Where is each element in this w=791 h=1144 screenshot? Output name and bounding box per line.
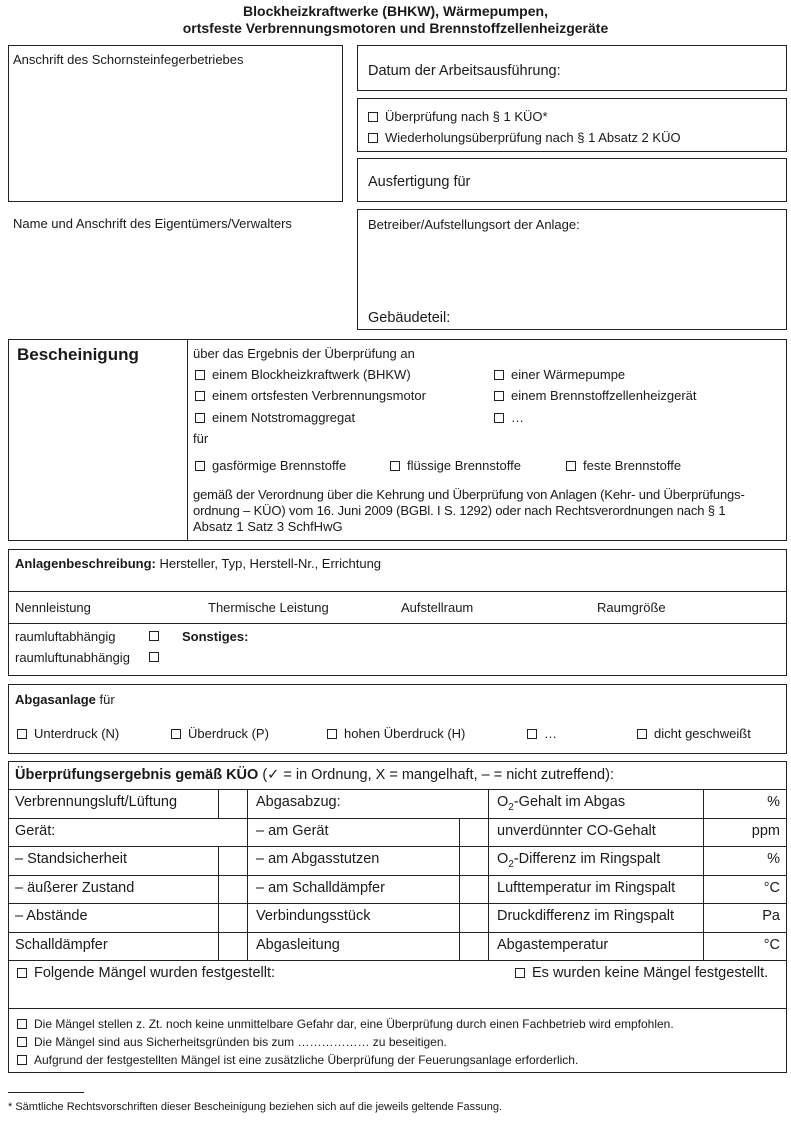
exhaust-overpressure[interactable] bbox=[171, 726, 269, 742]
results-heading: Überprüfungsergebnis gemäß KÜO bbox=[15, 767, 259, 783]
option-fuel-cell[interactable] bbox=[494, 388, 697, 404]
option-heat-pump-checkbox[interactable] bbox=[494, 370, 504, 380]
option-heat-pump[interactable] bbox=[494, 367, 625, 383]
result-unit: % bbox=[767, 851, 780, 867]
conclusion-label: Die Mängel sind aus Sicherheitsgründen bis zum ……………… zu beseitigen. bbox=[34, 1035, 447, 1049]
results-grid-line bbox=[9, 846, 786, 847]
certificate-intro: über das Ergebnis der Überprüfung an bbox=[193, 346, 415, 361]
results-grid-line bbox=[218, 846, 219, 960]
fuel-gas[interactable] bbox=[195, 458, 346, 474]
result-measurement-label: Druckdifferenz im Ringspalt bbox=[497, 908, 675, 924]
exhaust-other-label: … bbox=[544, 726, 557, 741]
building-part-label: Gebäudeteil: bbox=[368, 310, 451, 326]
results-grid-line bbox=[703, 789, 704, 960]
check-first-label: Überprüfung nach § 1 KÜO* bbox=[385, 109, 548, 124]
sweep-address-label: Anschrift des Schornsteinfegerbetriebes bbox=[13, 52, 244, 67]
results-grid-line bbox=[9, 818, 786, 819]
option-engine-checkbox[interactable] bbox=[195, 391, 205, 401]
footnote-rule bbox=[8, 1092, 84, 1093]
room-air-dependent-checkbox[interactable] bbox=[149, 631, 159, 641]
thermal-power-label: Thermische Leistung bbox=[208, 600, 329, 615]
exhaust-high-overpressure-checkbox[interactable] bbox=[327, 729, 337, 739]
option-generator-checkbox[interactable] bbox=[195, 413, 205, 423]
no-defects-label: Es wurden keine Mängel festgestellt. bbox=[532, 965, 769, 981]
check-repeat-label: Wiederholungsüberprüfung nach § 1 Absatz 2 KÜO bbox=[385, 130, 681, 145]
exhaust-high-overpressure[interactable] bbox=[327, 726, 465, 742]
for-label: für bbox=[193, 431, 209, 446]
exhaust-welded[interactable] bbox=[637, 726, 751, 742]
form-title-line1: Blockheizkraftwerke (BHKW), Wärmepumpen, bbox=[243, 3, 548, 19]
legal-text-line3: Absatz 1 Satz 3 SchfHwG bbox=[193, 519, 343, 534]
result-label: – am Abgasstutzen bbox=[256, 851, 380, 867]
result-label: – Standsicherheit bbox=[15, 851, 128, 867]
option-fuel-cell-checkbox[interactable] bbox=[494, 391, 504, 401]
conclusion-checkbox[interactable] bbox=[17, 1019, 27, 1029]
result-measurement-label: Lufttemperatur im Ringspalt bbox=[497, 880, 676, 896]
room-size-label: Raumgröße bbox=[597, 600, 666, 615]
result-unit: Pa bbox=[762, 908, 780, 924]
system-description-box bbox=[8, 549, 787, 676]
copy-for-label: Ausfertigung für bbox=[368, 174, 471, 190]
footnote: * Sämtliche Rechtsvorschriften dieser Bescheinigung beziehen sich auf die jeweils geltende Fassung. bbox=[8, 1101, 503, 1113]
results-grid-line bbox=[459, 818, 460, 960]
exhaust-other-checkbox[interactable] bbox=[527, 729, 537, 739]
exhaust-system-box bbox=[8, 684, 787, 754]
other-label: Sonstiges: bbox=[182, 629, 249, 644]
results-grid-line bbox=[488, 789, 489, 960]
option-other-label: … bbox=[511, 410, 524, 425]
fuel-liquid-checkbox[interactable] bbox=[390, 461, 400, 471]
result-label: Gerät: bbox=[15, 823, 56, 839]
fuel-solid-label: feste Brennstoffe bbox=[583, 458, 682, 473]
fuel-solid[interactable] bbox=[566, 458, 681, 474]
option-bhkw-checkbox[interactable] bbox=[195, 370, 205, 380]
operator-label: Betreiber/Aufstellungsort der Anlage: bbox=[368, 217, 580, 232]
result-measurement-label: $O_2$-Differenz im Ringspalt bbox=[497, 851, 661, 870]
exhaust-heading-suffix: für bbox=[99, 692, 115, 707]
conclusion-option[interactable] bbox=[17, 1035, 447, 1050]
check-first-option[interactable] bbox=[368, 109, 548, 125]
conclusion-option[interactable] bbox=[17, 1017, 674, 1032]
result-unit: °C bbox=[763, 880, 780, 896]
system-description-detail: Hersteller, Typ, Herstell-Nr., Errichtung bbox=[159, 556, 382, 571]
exhaust-negative-pressure-checkbox[interactable] bbox=[17, 729, 27, 739]
exhaust-high-overpressure-label: hohen Überdruck (H) bbox=[344, 726, 466, 741]
sweep-address-box[interactable] bbox=[8, 45, 343, 202]
result-measurement-label: Abgastemperatur bbox=[497, 937, 609, 953]
defects-found-checkbox[interactable] bbox=[17, 968, 27, 978]
exhaust-heading-row bbox=[15, 692, 115, 708]
defects-found-option[interactable] bbox=[17, 965, 275, 982]
results-grid-line bbox=[9, 875, 786, 876]
check-repeat-option[interactable] bbox=[368, 130, 681, 146]
legal-text-line2: ordnung – KÜO) vom 16. Juni 2009 (BGBl. I S. 1292) oder nach Rechtsverordnungen nach § 1 bbox=[193, 503, 726, 518]
defects-found-label: Folgende Mängel wurden festgestellt: bbox=[34, 965, 276, 981]
exhaust-welded-label: dicht geschweißt bbox=[654, 726, 751, 741]
option-engine[interactable] bbox=[195, 388, 426, 404]
system-row-divider-2 bbox=[9, 623, 786, 624]
fuel-liquid[interactable] bbox=[390, 458, 521, 474]
result-unit: °C bbox=[763, 937, 780, 953]
no-defects-option[interactable] bbox=[515, 965, 768, 982]
result-measurement-label: unverdünnter CO-Gehalt bbox=[497, 823, 656, 839]
exhaust-negative-pressure-label: Unterdruck (N) bbox=[34, 726, 120, 741]
check-repeat-checkbox[interactable] bbox=[368, 133, 378, 143]
copy-for-box[interactable] bbox=[357, 158, 787, 202]
option-other[interactable] bbox=[494, 410, 524, 426]
date-box[interactable] bbox=[357, 45, 787, 91]
conclusion-option[interactable] bbox=[17, 1053, 578, 1068]
certificate-heading: Bescheinigung bbox=[17, 345, 139, 364]
conclusion-checkbox[interactable] bbox=[17, 1055, 27, 1065]
result-label: – am Gerät bbox=[256, 823, 329, 839]
result-label: Abgasabzug: bbox=[256, 794, 341, 810]
legal-text-line1: gemäß der Verordnung über die Kehrung und Überprüfung von Anlagen (Kehr- und Überprüfungs- bbox=[193, 487, 745, 502]
result-label: – Abstände bbox=[15, 908, 88, 924]
results-grid-line bbox=[9, 932, 786, 933]
results-heading-row bbox=[15, 767, 614, 784]
option-bhkw[interactable] bbox=[195, 367, 411, 383]
result-label: – am Schalldämpfer bbox=[256, 880, 385, 896]
exhaust-welded-checkbox[interactable] bbox=[637, 729, 647, 739]
no-defects-checkbox[interactable] bbox=[515, 968, 525, 978]
results-grid-line bbox=[247, 789, 248, 960]
option-bhkw-label: einem Blockheizkraftwerk (BHKW) bbox=[212, 367, 411, 382]
exhaust-negative-pressure[interactable] bbox=[17, 726, 119, 742]
results-grid-line bbox=[9, 960, 786, 961]
result-label: Schalldämpfer bbox=[15, 937, 108, 953]
owner-label: Name und Anschrift des Eigentümers/Verwalters bbox=[13, 216, 292, 231]
system-description-heading-row bbox=[15, 556, 381, 572]
result-unit: ppm bbox=[751, 823, 780, 839]
results-grid-line bbox=[9, 789, 786, 790]
exhaust-overpressure-checkbox[interactable] bbox=[171, 729, 181, 739]
result-label: – äußerer Zustand bbox=[15, 880, 135, 896]
check-first-checkbox[interactable] bbox=[368, 112, 378, 122]
form-title-line2: ortsfeste Verbrennungsmotoren und Brennstoffzellenheizgeräte bbox=[182, 20, 609, 36]
fuel-liquid-label: flüssige Brennstoffe bbox=[407, 458, 521, 473]
results-grid-line bbox=[218, 789, 219, 818]
exhaust-overpressure-label: Überdruck (P) bbox=[188, 726, 269, 741]
result-measurement-label: $O_2$-Gehalt im Abgas bbox=[497, 794, 626, 813]
conclusion-label: Die Mängel stellen z. Zt. noch keine unmittelbare Gefahr dar, eine Überprüfung durch einen Fachbetrieb wird empfohlen. bbox=[34, 1017, 674, 1031]
fuel-gas-label: gasförmige Brennstoffe bbox=[212, 458, 347, 473]
option-engine-label: einem ortsfesten Verbrennungsmotor bbox=[212, 388, 426, 403]
result-unit: % bbox=[767, 794, 780, 810]
certificate-box bbox=[8, 339, 787, 541]
option-heat-pump-label: einer Wärmepumpe bbox=[511, 367, 626, 382]
conclusions-box bbox=[8, 1008, 787, 1073]
check-type-box bbox=[357, 98, 787, 152]
result-label: Verbrennungsluft/Lüftung bbox=[15, 794, 178, 810]
results-grid-line bbox=[9, 903, 786, 904]
result-label: Verbindungsstück bbox=[256, 908, 371, 924]
date-label: Datum der Arbeitsausführung: bbox=[368, 63, 561, 79]
exhaust-heading: Abgasanlage bbox=[15, 692, 96, 707]
room-air-independent-label: raumluftunabhängig bbox=[15, 650, 130, 665]
option-generator[interactable] bbox=[195, 410, 355, 426]
results-box bbox=[8, 761, 787, 1009]
conclusion-checkbox[interactable] bbox=[17, 1037, 27, 1047]
system-row-divider-1 bbox=[9, 591, 786, 592]
option-generator-label: einem Notstromaggregat bbox=[212, 410, 356, 425]
room-air-independent-checkbox[interactable] bbox=[149, 652, 159, 662]
conclusion-label: Aufgrund der festgestellten Mängel ist eine zusätzliche Überprüfung der Feuerungsanlage erforderlich. bbox=[34, 1053, 579, 1067]
nominal-power-label: Nennleistung bbox=[15, 600, 91, 615]
exhaust-other[interactable] bbox=[527, 726, 557, 742]
option-fuel-cell-label: einem Brennstoffzellenheizgerät bbox=[511, 388, 697, 403]
fuel-gas-checkbox[interactable] bbox=[195, 461, 205, 471]
fuel-solid-checkbox[interactable] bbox=[566, 461, 576, 471]
option-other-checkbox[interactable] bbox=[494, 413, 504, 423]
certificate-divider bbox=[187, 340, 188, 540]
room-air-dependent-label: raumluftabhängig bbox=[15, 629, 116, 644]
results-legend: (✓ = in Ordnung, X = mangelhaft, – = nicht zutreffend): bbox=[262, 767, 614, 783]
system-description-heading: Anlagenbeschreibung: bbox=[15, 556, 156, 571]
installation-room-label: Aufstellraum bbox=[401, 600, 474, 615]
result-label: Abgasleitung bbox=[256, 937, 340, 953]
operator-box[interactable] bbox=[357, 209, 787, 330]
